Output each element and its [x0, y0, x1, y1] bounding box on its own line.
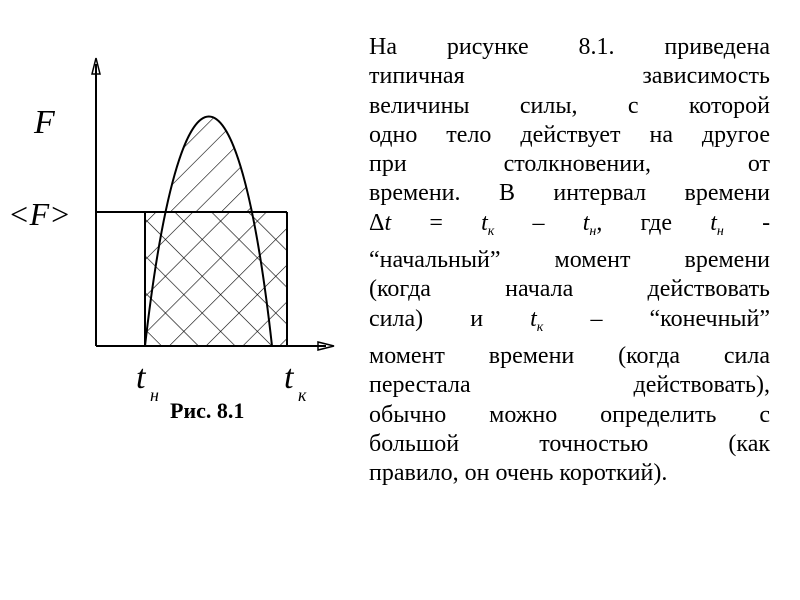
text-line: большой точностью (как: [369, 430, 771, 457]
text-line: времени. В интервал времени: [369, 180, 770, 207]
y-axis-label: F: [34, 104, 55, 141]
force-time-graph: [0, 0, 360, 460]
text-line: одно тело действует на другое: [369, 121, 770, 148]
text-line: момент времени (когда сила: [369, 342, 770, 369]
text-line: На рисунке 8.1. приведена: [369, 34, 770, 60]
text-line-formula: $\Delta t = t_к - t_н$, где $t_н$ -: [369, 209, 771, 239]
text-line: величины силы, с которой: [369, 92, 770, 119]
t-start-subscript: н: [150, 385, 159, 405]
average-force-label: <F>: [8, 196, 71, 232]
t-end-subscript: к: [298, 385, 307, 405]
text-line: “начальный” момент времени: [369, 247, 770, 274]
text-line-last: правило, он очень короткий).: [369, 460, 668, 487]
t-start-label: t: [136, 359, 146, 396]
description-paragraph: [369, 33, 770, 488]
text-line: (когда начала действовать: [369, 276, 770, 303]
text-line: сила) и $t_к$ – “конечный”: [369, 305, 771, 335]
force-time-figure: [0, 0, 360, 460]
text-line: перестала действовать),: [369, 372, 770, 399]
hatch-area-average-rectangle: [145, 212, 287, 346]
text-line: типичная зависимость: [369, 63, 770, 90]
t-end-label: t: [284, 359, 294, 396]
text-line: при столкновении, от: [369, 151, 771, 178]
text-line: обычно можно определить с: [369, 401, 770, 428]
figure-caption: Рис. 8.1: [170, 398, 245, 423]
